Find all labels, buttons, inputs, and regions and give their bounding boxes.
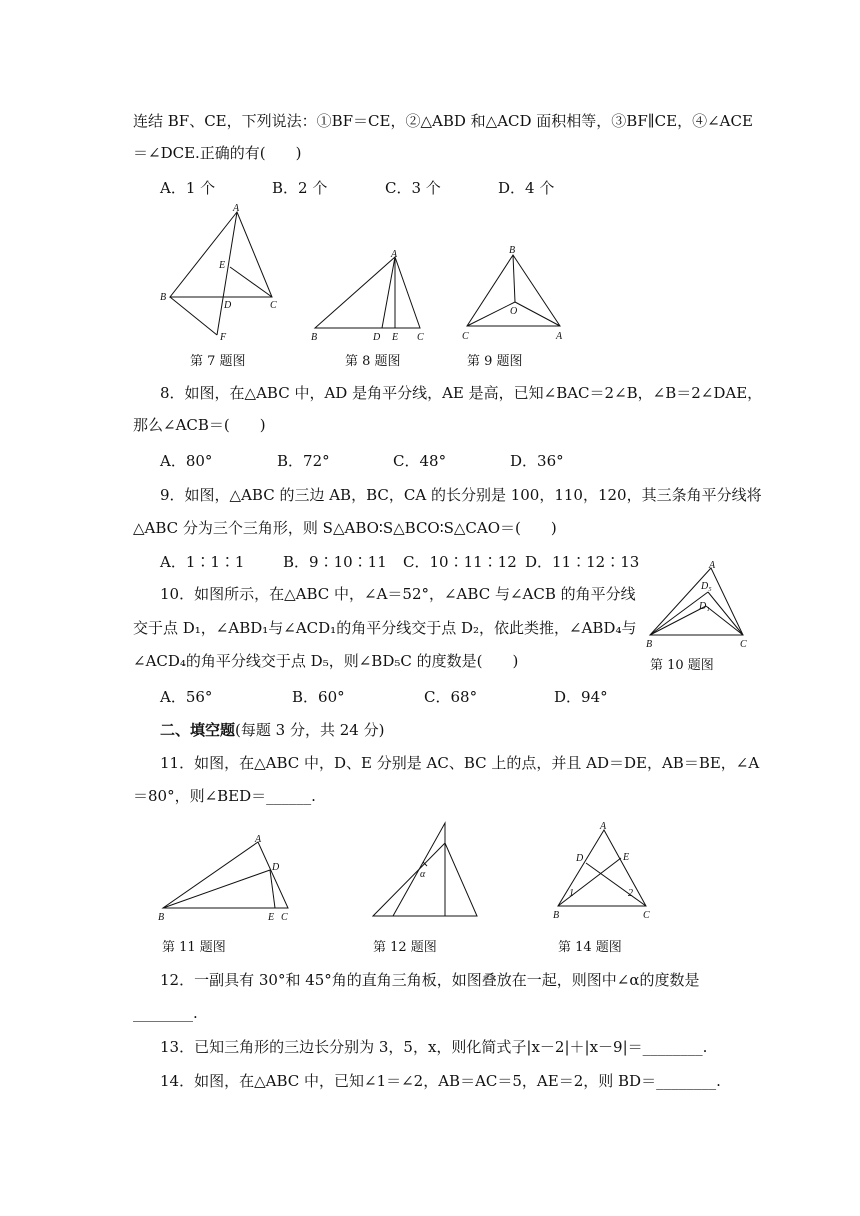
fig8-label-c: C xyxy=(417,332,424,343)
fig10-line-bd5 xyxy=(650,592,708,635)
q7-option-b: B．2 个 xyxy=(272,179,328,197)
q12-stem-line2: ________. xyxy=(133,1004,198,1022)
fig10-label-b: B xyxy=(646,639,653,650)
fig8-caption: 第 8 题图 xyxy=(345,354,401,369)
fig11-label-e: E xyxy=(268,912,275,923)
q8-option-a: A．80° xyxy=(160,452,213,470)
fig10-line-bd1 xyxy=(650,606,706,635)
section2-heading xyxy=(160,720,384,740)
fig14-label-angle-1: 1 xyxy=(569,888,574,899)
q7-option-a: A．1 个 xyxy=(160,179,216,197)
fig7-label-c: C xyxy=(270,300,277,311)
q8-option-d: D．36° xyxy=(510,452,564,470)
q7-option-d: D．4 个 xyxy=(498,179,555,197)
q10-stem-line3: ∠ACD₄的角平分线交于点 D₅，则∠BD₅C 的度数是( ) xyxy=(133,652,519,670)
fig14-line-cd xyxy=(586,863,646,906)
figure-9 xyxy=(455,240,575,345)
q9-option-d: D．11∶12∶13 xyxy=(525,553,640,571)
q7-stem-line2: ＝∠DCE.正确的有( ) xyxy=(133,144,302,162)
figure-7 xyxy=(150,200,290,345)
figure-11 xyxy=(155,830,300,925)
fig14-caption: 第 14 题图 xyxy=(558,940,622,955)
fig9-label-b: B xyxy=(509,245,516,256)
q9-option-c: C．10∶11∶12 xyxy=(403,553,517,571)
q10-option-c: C．68° xyxy=(424,688,478,706)
q9-option-b: B．9∶10∶11 xyxy=(283,553,387,571)
q8-option-b: B．72° xyxy=(277,452,330,470)
fig7-label-d: D xyxy=(224,300,232,311)
fig11-label-a: A xyxy=(255,834,262,845)
fig9-line-ao xyxy=(515,302,560,326)
fig9-label-a: A xyxy=(556,331,563,342)
fig12-caption: 第 12 题图 xyxy=(373,940,437,955)
fig11-label-d: D xyxy=(272,862,280,873)
fig7-label-b: B xyxy=(160,292,167,303)
q14-stem: 14．如图，在△ABC 中，已知∠1＝∠2，AB＝AC＝5，AE＝2，则 BD＝________. xyxy=(160,1072,721,1090)
fig11-label-b: B xyxy=(158,912,165,923)
q8-stem-line2: 那么∠ACB＝( ) xyxy=(133,416,266,434)
fig9-line-bo xyxy=(513,255,515,302)
figure-14 xyxy=(548,818,658,923)
q10-option-b: B．60° xyxy=(292,688,345,706)
fig7-caption: 第 7 题图 xyxy=(190,354,246,369)
fig9-label-o: O xyxy=(510,306,518,317)
section2-note: (每题 3 分，共 24 分) xyxy=(235,721,385,739)
q7-stem-line1: 连结 BF、CE，下列说法：①BF＝CE，②△ABD 和△ACD 面积相等，③BF∥CE，④∠ACE xyxy=(133,112,753,130)
q10-option-d: D．94° xyxy=(554,688,608,706)
q8-stem-line1: 8．如图，在△ABC 中，AD 是角平分线，AE 是高，已知∠BAC＝2∠B，∠B＝2∠DAE， xyxy=(160,384,763,402)
fig10-label-d5: D₅ xyxy=(701,581,712,592)
q13-stem: 13．已知三角形的三边长分别为 3，5，x，则化简式子|x－2|＋|x－9|＝________. xyxy=(160,1038,708,1056)
fig7-line-bf xyxy=(170,297,217,335)
fig14-label-e: E xyxy=(623,852,630,863)
fig9-label-c: C xyxy=(462,331,469,342)
q10-stem-line1: 10．如图所示，在△ABC 中，∠A＝52°，∠ABC 与∠ACB 的角平分线 xyxy=(160,585,636,603)
fig7-triangle-abc xyxy=(170,212,272,297)
fig14-label-b: B xyxy=(553,910,560,921)
q7-option-c: C．3 个 xyxy=(385,179,441,197)
q9-option-a: A．1∶1∶1 xyxy=(160,553,245,571)
fig7-label-f: F xyxy=(220,332,227,343)
fig7-line-af xyxy=(217,212,237,335)
fig10-label-d1: D₁ xyxy=(699,601,710,612)
figure-12 xyxy=(365,818,485,923)
fig14-label-d: D xyxy=(576,853,584,864)
fig10-label-a: A xyxy=(709,560,716,571)
q11-stem-line2: ＝80°，则∠BED＝______. xyxy=(133,787,316,805)
fig8-triangle-abc xyxy=(315,257,420,328)
fig8-label-a: A xyxy=(391,249,398,260)
fig14-label-c: C xyxy=(643,910,650,921)
fig8-line-ad xyxy=(382,257,395,328)
q9-stem-line2: △ABC 分为三个三角形，则 S△ABO∶S△BCO∶S△CAO＝( ) xyxy=(133,519,557,537)
fig7-label-a: A xyxy=(233,203,240,214)
q12-stem-line1: 12．一副具有 30°和 45°角的直角三角板，如图叠放在一起，则图中∠α的度数是 xyxy=(160,971,700,989)
fig8-label-d: D xyxy=(373,332,381,343)
fig11-caption: 第 11 题图 xyxy=(162,940,226,955)
q10-option-a: A．56° xyxy=(160,688,213,706)
figure-8 xyxy=(305,245,440,345)
figure-10 xyxy=(640,556,755,651)
fig14-label-a: A xyxy=(600,821,607,832)
fig10-label-c: C xyxy=(740,639,747,650)
fig12-label-alpha: α xyxy=(420,869,426,880)
fig7-label-e: E xyxy=(219,260,226,271)
fig14-label-angle-2: 2 xyxy=(628,888,633,899)
fig11-line-bd xyxy=(163,870,270,908)
fig9-caption: 第 9 题图 xyxy=(467,354,523,369)
fig8-label-e: E xyxy=(392,332,399,343)
fig11-line-de xyxy=(270,870,275,908)
q11-stem-line1: 11．如图，在△ABC 中，D、E 分别是 AC、BC 上的点，并且 AD＝DE，AB＝BE，∠A xyxy=(160,754,760,772)
fig11-triangle-abc xyxy=(163,842,288,908)
q8-option-c: C．48° xyxy=(393,452,447,470)
fig10-line-cd1 xyxy=(706,606,743,635)
fig12-triangle-30 xyxy=(393,823,445,916)
fig8-label-b: B xyxy=(311,332,318,343)
section2-title: 二、填空题 xyxy=(160,721,236,739)
fig10-caption: 第 10 题图 xyxy=(650,658,714,673)
fig11-label-c: C xyxy=(281,912,288,923)
q10-stem-line2: 交于点 D₁，∠ABD₁与∠ACD₁的角平分线交于点 D₂，依此类推，∠ABD₄与 xyxy=(133,619,637,637)
q9-stem-line1: 9．如图，△ABC 的三边 AB，BC，CA 的长分别是 100，110，120，其三条角平分线将 xyxy=(160,486,762,504)
